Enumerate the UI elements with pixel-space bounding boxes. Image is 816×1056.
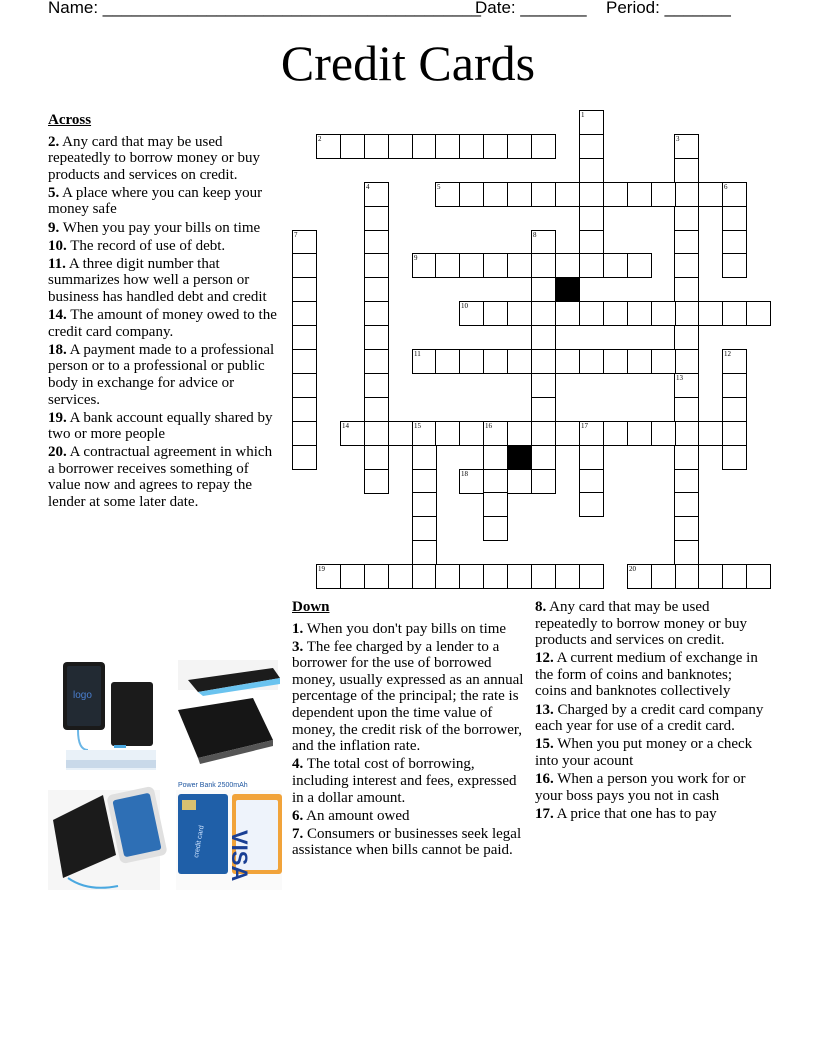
crossword-cell[interactable] (603, 349, 628, 374)
clue-2 (48, 134, 280, 184)
cell-number: 7 (294, 231, 298, 239)
crossword-cell[interactable] (412, 469, 437, 494)
crossword-cell[interactable] (627, 301, 652, 326)
crossword-cell[interactable] (627, 421, 652, 446)
product-photos (48, 650, 282, 892)
clue-number: 19. (48, 409, 67, 426)
crossword-cell[interactable] (531, 230, 556, 255)
phone-photo (63, 662, 156, 770)
clue-9 (48, 220, 280, 237)
crossword-cell[interactable] (603, 253, 628, 278)
clue-number: 4. (292, 756, 304, 773)
crossword-cell[interactable] (364, 206, 389, 231)
crossword-cell[interactable] (435, 134, 460, 159)
charger-photo (178, 660, 280, 764)
clue-7 (292, 826, 528, 859)
crossword-cell[interactable] (651, 421, 676, 446)
crossword-cell[interactable] (483, 445, 508, 470)
crossword-cell[interactable] (674, 516, 699, 541)
clue-text: Charged by a credit card company each year for use of a credit card. (535, 701, 764, 735)
crossword-cell[interactable] (698, 182, 723, 207)
crossword-cell[interactable] (292, 445, 317, 470)
crossword-cell[interactable] (579, 492, 604, 517)
crossword-cell[interactable] (531, 564, 556, 589)
crossword-cell[interactable] (388, 421, 413, 446)
crossword-cell[interactable] (651, 301, 676, 326)
crossword-cell[interactable] (555, 349, 580, 374)
cell-number: 6 (724, 183, 728, 191)
crossword-cell[interactable] (483, 301, 508, 326)
crossword-cell[interactable] (651, 349, 676, 374)
cell-number: 9 (414, 254, 418, 262)
crossword-cell[interactable] (483, 253, 508, 278)
crossword-cell[interactable] (483, 421, 508, 446)
crossword-cell[interactable] (507, 469, 532, 494)
crossword-cell[interactable] (435, 349, 460, 374)
clue-13 (535, 702, 767, 735)
crossword-cell[interactable] (579, 301, 604, 326)
clue-text: A contractual agreement in which a borrower receives something of value now and agrees to repay the lender at some later date. (48, 444, 273, 511)
clue-number: 7. (292, 825, 304, 842)
crossword-cell[interactable] (364, 397, 389, 422)
cell-number: 16 (485, 422, 492, 430)
crossword-cell[interactable] (531, 325, 556, 350)
clue-text: A three digit number that summarizes how well a person or business has handled debt and credit (48, 255, 267, 305)
clue-11 (48, 256, 280, 306)
crossword-cell[interactable] (603, 301, 628, 326)
crossword-cell[interactable] (483, 492, 508, 517)
crossword-cell[interactable] (674, 349, 699, 374)
clue-17 (535, 806, 767, 823)
clue-14 (48, 307, 280, 340)
crossword-cell[interactable] (459, 301, 484, 326)
crossword-cell[interactable] (459, 421, 484, 446)
crossword-cell[interactable] (722, 182, 747, 207)
crossword-cell[interactable] (698, 564, 723, 589)
crossword-cell[interactable] (459, 134, 484, 159)
clue-number: 3. (292, 638, 304, 655)
crossword-cell[interactable] (507, 301, 532, 326)
clue-text: Consumers or businesses seek legal assistance when bills cannot be paid. (292, 825, 522, 859)
crossword-cell[interactable] (674, 325, 699, 350)
crossword-cell[interactable] (459, 564, 484, 589)
crossword-cell[interactable] (674, 182, 699, 207)
blocked-cell (555, 277, 580, 302)
crossword-cell[interactable] (579, 110, 604, 135)
cell-number: 11 (414, 350, 421, 358)
crossword-cell[interactable] (555, 182, 580, 207)
crossword-cell[interactable] (674, 397, 699, 422)
crossword-cell[interactable] (483, 182, 508, 207)
crossword-cell[interactable] (555, 421, 580, 446)
crossword-cell[interactable] (340, 134, 365, 159)
crossword-cell[interactable] (292, 325, 317, 350)
crossword-cell[interactable] (412, 445, 437, 470)
crossword-cell[interactable] (722, 373, 747, 398)
crossword-cell[interactable] (746, 564, 771, 589)
clue-16 (535, 771, 767, 804)
cell-number: 2 (318, 135, 322, 143)
crossword-cell[interactable] (507, 182, 532, 207)
crossword-cell[interactable] (292, 349, 317, 374)
clue-text: A payment made to a professional person or to a professional or public body in exchange for advice or services. (48, 341, 275, 408)
crossword-cell[interactable] (531, 469, 556, 494)
clue-19 (48, 410, 280, 443)
clue-15 (535, 736, 767, 769)
clue-text: The amount of money owed to the credit card company. (48, 307, 277, 340)
crossword-cell[interactable] (364, 230, 389, 255)
clue-text: When you put money or a check into your acount (535, 736, 753, 769)
crossword-cell[interactable] (364, 182, 389, 207)
crossword-cell[interactable] (674, 301, 699, 326)
cell-number: 20 (629, 565, 636, 573)
crossword-cell[interactable] (412, 564, 437, 589)
clue-number: 15. (535, 736, 554, 753)
crossword-cell[interactable] (292, 397, 317, 422)
crossword-cell[interactable] (364, 445, 389, 470)
visa-logo: VISA (227, 830, 252, 882)
clue-number: 11. (48, 255, 66, 272)
crossword-cell[interactable] (674, 230, 699, 255)
crossword-cell[interactable] (722, 206, 747, 231)
crossword-cell[interactable] (292, 230, 317, 255)
logo-text: logo (73, 690, 92, 701)
crossword-cell[interactable] (364, 564, 389, 589)
crossword-cell[interactable] (531, 277, 556, 302)
crossword-cell[interactable] (292, 373, 317, 398)
crossword-cell[interactable] (674, 540, 699, 565)
crossword-cell[interactable] (364, 253, 389, 278)
crossword-cell[interactable] (483, 349, 508, 374)
clue-text: An amount owed (303, 807, 410, 824)
crossword-cell[interactable] (507, 421, 532, 446)
page-title: Credit Cards (280, 35, 536, 91)
clue-number: 6. (292, 807, 304, 824)
crossword-cell[interactable] (483, 516, 508, 541)
crossword-cell[interactable] (435, 564, 460, 589)
cell-number: 12 (724, 350, 731, 358)
crossword-cell[interactable] (674, 134, 699, 159)
clue-number: 17. (535, 805, 554, 822)
cell-number: 8 (533, 231, 537, 239)
crossword-cell[interactable] (316, 134, 341, 159)
across-clues (48, 112, 280, 512)
cell-number: 14 (342, 422, 349, 430)
crossword-cell[interactable] (531, 349, 556, 374)
crossword-cell[interactable] (674, 421, 699, 446)
crossword-cell[interactable] (340, 564, 365, 589)
crossword-cell[interactable] (746, 301, 771, 326)
cell-number: 4 (366, 183, 370, 191)
cell-number: 3 (676, 135, 680, 143)
crossword-cell[interactable] (412, 349, 437, 374)
crossword-cell[interactable] (674, 253, 699, 278)
crossword-cell[interactable] (722, 397, 747, 422)
crossword-cell[interactable] (364, 325, 389, 350)
crossword-cell[interactable] (316, 564, 341, 589)
crossword-cell[interactable] (412, 492, 437, 517)
clue-number: 16. (535, 770, 554, 787)
clue-number: 18. (48, 341, 67, 358)
crossword-cell[interactable] (579, 253, 604, 278)
crossword-cell[interactable] (340, 421, 365, 446)
crossword-cell[interactable] (292, 277, 317, 302)
crossword-cell[interactable] (435, 182, 460, 207)
crossword-cell[interactable] (651, 182, 676, 207)
crossword-cell[interactable] (722, 445, 747, 470)
card-label: credit card (193, 824, 206, 859)
across-heading: Across (48, 112, 92, 128)
crossword-cell[interactable] (579, 182, 604, 207)
clue-text: When you don't pay bills on time (303, 620, 507, 637)
crossword-cell[interactable] (459, 182, 484, 207)
clue-20 (48, 444, 280, 510)
clue-number: 14. (48, 307, 67, 324)
crossword-cell[interactable] (388, 564, 413, 589)
crossword-cell[interactable] (364, 349, 389, 374)
crossword-cell[interactable] (531, 421, 556, 446)
crossword-cell[interactable] (483, 469, 508, 494)
crossword-cell[interactable] (531, 301, 556, 326)
crossword-cell[interactable] (579, 421, 604, 446)
crossword-cell[interactable] (555, 564, 580, 589)
clue-number: 13. (535, 701, 554, 718)
cell-number: 15 (414, 422, 421, 430)
clue-18 (48, 342, 280, 408)
crossword-cell[interactable] (507, 564, 532, 589)
clue-4 (292, 756, 528, 806)
crossword-cell[interactable] (674, 492, 699, 517)
crossword-cell[interactable] (698, 421, 723, 446)
cell-number: 1 (581, 111, 585, 119)
crossword-cell[interactable] (412, 516, 437, 541)
clue-12 (535, 650, 767, 700)
cell-number: 18 (461, 470, 468, 478)
crossword-cell[interactable] (674, 277, 699, 302)
clue-number: 8. (535, 599, 547, 615)
card-powerbank-photo (176, 782, 282, 890)
crossword-cell[interactable] (579, 469, 604, 494)
clue-text: The total cost of borrowing, including interest and fees, expressed in a dollar amount. (292, 756, 517, 806)
blocked-cell (507, 445, 532, 470)
crossword-cell[interactable] (412, 253, 437, 278)
crossword-cell[interactable] (531, 253, 556, 278)
clue-5 (48, 185, 280, 218)
clue-number: 9. (48, 219, 60, 236)
crossword-cell[interactable] (674, 469, 699, 494)
crossword-cell[interactable] (579, 445, 604, 470)
crossword-cell[interactable] (627, 182, 652, 207)
crossword-cell[interactable] (603, 182, 628, 207)
clue-number: 10. (48, 237, 67, 254)
crossword-cell[interactable] (412, 421, 437, 446)
crossword-cell[interactable] (364, 134, 389, 159)
crossword-cell[interactable] (531, 445, 556, 470)
crossword-cell[interactable] (292, 421, 317, 446)
clue-text: A place where you can keep your money safe (48, 184, 263, 218)
clue-number: 2. (48, 133, 60, 150)
crossword-cell[interactable] (531, 397, 556, 422)
crossword-cell[interactable] (531, 182, 556, 207)
crossword-cell[interactable] (579, 564, 604, 589)
clue-text: Any card that may be used repeatedly to borrow money or buy products and services on credit. (48, 133, 261, 183)
clue-number: 12. (535, 650, 554, 667)
date-field[interactable]: Date: _______ (475, 0, 587, 17)
crossword-cell[interactable] (412, 134, 437, 159)
crossword-cell[interactable] (364, 301, 389, 326)
clue-number: 5. (48, 184, 60, 201)
crossword-cell[interactable] (292, 301, 317, 326)
crossword-cell[interactable] (388, 134, 413, 159)
crossword-cell[interactable] (555, 301, 580, 326)
crossword-cell[interactable] (459, 469, 484, 494)
clue-1 (292, 621, 528, 638)
clue-text: A current medium of exchange in the form of coins and banknotes; coins and banknotes collectively (535, 650, 758, 700)
crossword-cell[interactable] (579, 206, 604, 231)
crossword-cell[interactable] (627, 349, 652, 374)
crossword-cell[interactable] (722, 230, 747, 255)
crossword-cell[interactable] (579, 349, 604, 374)
crossword-cell[interactable] (627, 253, 652, 278)
name-field[interactable]: Name: ________________________________________ (48, 0, 481, 17)
clue-6 (292, 808, 528, 825)
cell-number: 13 (676, 374, 683, 382)
product-photos-image (48, 650, 282, 892)
crossword-cell[interactable] (459, 349, 484, 374)
crossword-cell[interactable] (722, 301, 747, 326)
clue-number: 20. (48, 444, 67, 461)
crossword-cell[interactable] (722, 253, 747, 278)
crossword-cell[interactable] (722, 421, 747, 446)
clue-3 (292, 639, 528, 755)
clue-text: Any card that may be used repeatedly to borrow money or buy products and services on credit. (535, 599, 748, 649)
crossword-cell[interactable] (507, 134, 532, 159)
crossword-cell[interactable] (651, 564, 676, 589)
down-clues (292, 599, 528, 860)
cell-number: 19 (318, 565, 325, 573)
down-clues-continued (535, 599, 767, 824)
crossword-cell[interactable] (483, 564, 508, 589)
clue-10 (48, 238, 280, 255)
crossword-cell[interactable] (674, 158, 699, 183)
cell-number: 10 (461, 302, 468, 310)
crossword-cell[interactable] (507, 349, 532, 374)
crossword-cell[interactable] (507, 253, 532, 278)
clue-8 (535, 599, 767, 649)
crossword-cell[interactable] (579, 134, 604, 159)
crossword-cell[interactable] (579, 230, 604, 255)
phone-powerbank-photo (48, 786, 168, 890)
crossword-cell[interactable] (435, 421, 460, 446)
cell-number: 5 (437, 183, 441, 191)
crossword-cell[interactable] (722, 564, 747, 589)
down-heading: Down (292, 599, 330, 615)
crossword-cell[interactable] (435, 253, 460, 278)
crossword-cell[interactable] (674, 564, 699, 589)
cell-number: 17 (581, 422, 588, 430)
crossword-cell[interactable] (698, 301, 723, 326)
crossword-cell[interactable] (531, 134, 556, 159)
crossword-cell[interactable] (603, 421, 628, 446)
clue-text: When a person you work for or your boss pays you not in cash (535, 770, 746, 804)
crossword-cell[interactable] (483, 134, 508, 159)
crossword-cell[interactable] (722, 349, 747, 374)
period-field[interactable]: Period: _______ (606, 0, 731, 17)
clue-number: 1. (292, 620, 304, 637)
clue-text: The fee charged by a lender to a borrower for the use of borrowed money, usually expressed as an annual percentage of the principal; the rate is dependent upon the time value of money, the credit risk of the borrower, and the inflation rate. (292, 638, 524, 755)
clue-text: A bank account equally shared by two or more people (48, 409, 273, 443)
crossword-cell[interactable] (412, 540, 437, 565)
crossword-cell[interactable] (292, 253, 317, 278)
crossword-cell[interactable] (364, 421, 389, 446)
crossword-cell[interactable] (674, 445, 699, 470)
crossword-cell[interactable] (364, 277, 389, 302)
crossword-cell[interactable] (364, 373, 389, 398)
clue-text: The record of use of debt. (66, 237, 226, 254)
crossword-cell[interactable] (627, 564, 652, 589)
crossword-cell[interactable] (674, 373, 699, 398)
crossword-cell[interactable] (459, 253, 484, 278)
crossword-cell[interactable] (674, 206, 699, 231)
clue-text: When you pay your bills on time (59, 219, 261, 236)
power-bank-label: Power Bank 2500mAh (178, 782, 248, 789)
clue-text: A price that one has to pay (553, 805, 717, 822)
crossword-cell[interactable] (531, 373, 556, 398)
crossword-cell[interactable] (555, 253, 580, 278)
crossword-cell[interactable] (364, 469, 389, 494)
crossword-cell[interactable] (579, 158, 604, 183)
